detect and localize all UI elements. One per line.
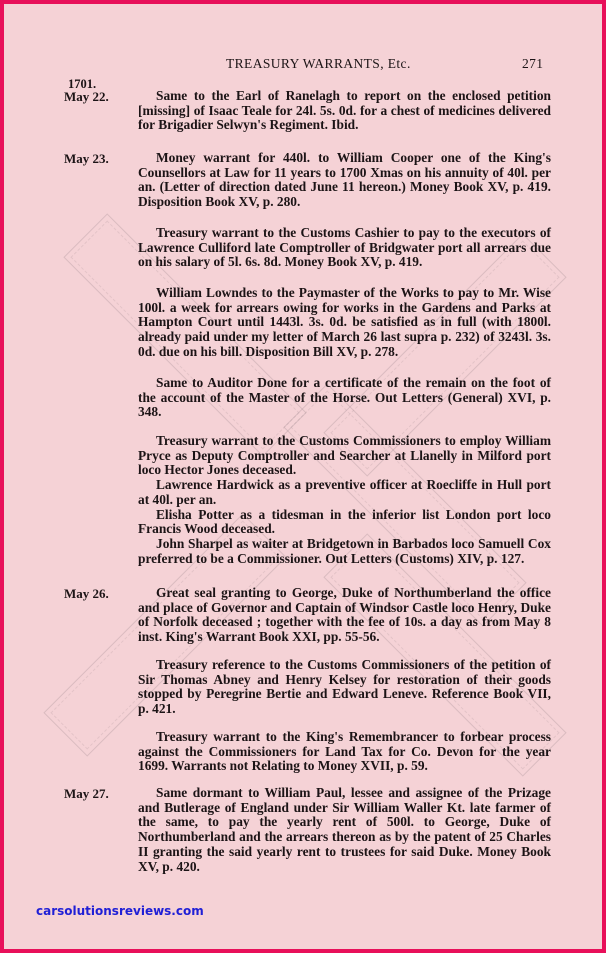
entry-text: Treasury warrant to the Customs Cashier to pay to the executors of Lawrence Culliford late Comptroller of Bridgwater port all arrears due on his salary of 5l. 6s. 8d. Money Book XV, p. 419. [138,225,551,270]
running-header [4,56,602,72]
site-link[interactable]: carsolutionsreviews.com [36,904,204,918]
entry-text: William Lowndes to the Paymaster of the Works to pay to Mr. Wise 100l. a week for arrears owing for works in the Gardens and Parks at Hampton Court until 1443l. 3s. 0d. be satisfied as in full (with 1800l. already paid under my letter of March 26 last supra p. 232) of 3243l. 3s. 0d. due on his bill. Disposition Bill XV, p. 278. [138,285,551,359]
entry-text: Treasury warrant to the King's Remembrancer to forbear process against the Commissioners for Land Tax for Co. Devon for the year 1699. Warrants not Relating to Money XVII, p. 59. [138,729,551,774]
entry-subparagraph: Treasury warrant to the Customs Commissioners to employ William Pryce as Deputy Comptroller and Searcher at Llanelly in Milford port loco Hector Jones deceased. [138,433,551,478]
document-page [4,4,602,949]
entry-date: May 26. [64,586,109,601]
entry-subparagraph: John Sharpel as waiter at Bridgetown in Barbados loco Samuell Cox preferred to be a Commissioner. Out Letters (Customs) XIV, p. 127. [138,535,551,566]
header-title: TREASURY WARRANTS, Etc. [226,56,411,71]
year-label: 1701. [68,77,97,91]
page-number: 271 [522,56,544,71]
entry-text [138,434,551,566]
entry-text: Treasury reference to the Customs Commissioners of the petition of Sir Thomas Abney and Henry Kelsey for restoration of their goods stopped by Peregrine Bertie and Edward Leneve. Reference Book VII, p. 421. [138,657,551,717]
entry-date: May 23. [64,151,109,166]
entry-subparagraph: Lawrence Hardwick as a preventive officer at Roecliffe in Hull port at 40l. per an. [138,477,551,507]
entry-text: Same to Auditor Done for a certificate of the remain on the foot of the account of the Master of the Horse. Out Letters (General) XVI, p. 348. [138,375,551,420]
entry-subparagraph: Elisha Potter as a tidesman in the inferior list London port loco Francis Wood deceased. [138,506,551,537]
entry-text: Same dormant to William Paul, lessee and assignee of the Prizage and Butlerage of England under Sir William Waller Kt. late farmer of the same, to pay the yearly rent of 500l. to George, Duke of Northumberland and the arrears thereon as by the patent of 25 Charles II granting the said yearly rent to trustees for said Duke. Money Book XV, p. 420. [138,785,551,874]
entry-text: Money warrant for 440l. to William Cooper one of the King's Counsellors at Law for 11 years to 1700 Xmas on his annuity of 40l. per an. (Letter of direction dated June 11 hereon.) Money Book XV, p. 419. Disposition Book XV, p. 280. [138,150,551,210]
entry-date: May 27. [64,786,109,801]
entry-date: May 22. [64,89,109,104]
entry-text: Great seal granting to George, Duke of Northumberland the office and place of Governor and Captain of Windsor Castle loco Henry, Duke of Norfolk deceased ; together with the fee of 10s. a day as from May 8 inst. King's Warrant Book XXI, pp. 55-56. [138,585,551,645]
entry-text: Same to the Earl of Ranelagh to report on the enclosed petition [missing] of Isaac Teale for 24l. 5s. 0d. for a chest of medicines delivered for Brigadier Selwyn's Regiment. Ibid. [138,88,551,133]
